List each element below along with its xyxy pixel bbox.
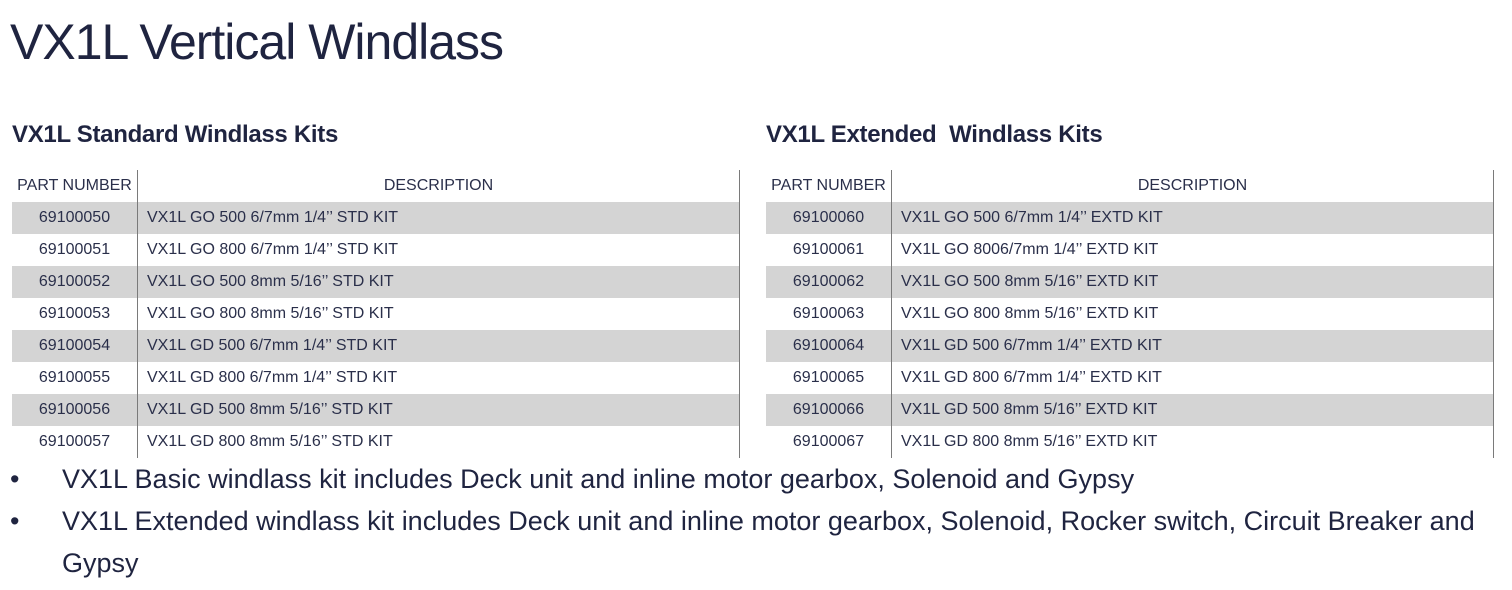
page-title: VX1L Vertical Windlass xyxy=(10,14,504,70)
description-cell: VX1L GD 800 8mm 5/16’’ EXTD KIT xyxy=(892,426,1494,458)
part-number-cell: 69100056 xyxy=(12,394,138,426)
description-cell: VX1L GO 8006/7mm 1/4’’ EXTD KIT xyxy=(892,234,1494,266)
table-row xyxy=(12,330,740,362)
standard-kits-section xyxy=(12,118,740,458)
note-text: VX1L Extended windlass kit includes Deck unit and inline motor gearbox, Solenoid, Rocker switch, Circuit Breaker and Gypsy xyxy=(62,506,1475,578)
part-number-cell: 69100051 xyxy=(12,234,138,266)
extended-kits-title: VX1L Extended Windlass Kits xyxy=(766,121,1103,148)
table-row xyxy=(766,330,1494,362)
part-number-cell: 69100060 xyxy=(766,202,892,234)
standard-kits-title: VX1L Standard Windlass Kits xyxy=(12,121,338,148)
table-row xyxy=(766,202,1494,234)
description-cell: VX1L GD 500 8mm 5/16’’ STD KIT xyxy=(138,394,740,426)
part-number-header: PART NUMBER xyxy=(12,170,138,202)
description-header: DESCRIPTION xyxy=(892,170,1494,202)
part-number-cell: 69100065 xyxy=(766,362,892,394)
part-number-cell: 69100057 xyxy=(12,426,138,458)
extended-kits-section xyxy=(766,118,1494,458)
table-row xyxy=(766,426,1494,458)
table-header-row xyxy=(766,170,1494,202)
table-row xyxy=(12,394,740,426)
description-cell: VX1L GO 500 8mm 5/16’’ STD KIT xyxy=(138,266,740,298)
description-cell: VX1L GO 800 6/7mm 1/4’’ STD KIT xyxy=(138,234,740,266)
part-number-cell: 69100061 xyxy=(766,234,892,266)
bullet-icon: • xyxy=(10,464,20,494)
part-number-cell: 69100067 xyxy=(766,426,892,458)
part-number-cell: 69100066 xyxy=(766,394,892,426)
part-number-cell: 69100053 xyxy=(12,298,138,330)
kit-notes-list xyxy=(10,458,1500,584)
part-number-cell: 69100054 xyxy=(12,330,138,362)
table-row xyxy=(766,266,1494,298)
description-cell: VX1L GD 500 6/7mm 1/4’’ EXTD KIT xyxy=(892,330,1494,362)
table-header-row xyxy=(12,170,740,202)
note-text: VX1L Basic windlass kit includes Deck unit and inline motor gearbox, Solenoid and Gypsy xyxy=(62,464,1135,494)
part-number-cell: 69100050 xyxy=(12,202,138,234)
description-cell: VX1L GD 800 6/7mm 1/4’’ STD KIT xyxy=(138,362,740,394)
table-row xyxy=(12,202,740,234)
table-row xyxy=(766,394,1494,426)
table-row xyxy=(12,298,740,330)
table-row xyxy=(12,362,740,394)
part-number-cell: 69100055 xyxy=(12,362,138,394)
list-item xyxy=(10,500,1500,584)
part-number-cell: 69100064 xyxy=(766,330,892,362)
extended-kits-table xyxy=(766,170,1494,458)
list-item xyxy=(10,458,1500,500)
description-cell: VX1L GO 500 6/7mm 1/4’’ EXTD KIT xyxy=(892,202,1494,234)
description-cell: VX1L GD 800 8mm 5/16’’ STD KIT xyxy=(138,426,740,458)
bullet-icon: • xyxy=(10,506,20,536)
table-row xyxy=(766,298,1494,330)
description-cell: VX1L GO 500 8mm 5/16’’ EXTD KIT xyxy=(892,266,1494,298)
part-number-header: PART NUMBER xyxy=(766,170,892,202)
description-cell: VX1L GO 800 8mm 5/16’’ EXTD KIT xyxy=(892,298,1494,330)
table-row xyxy=(12,426,740,458)
table-row xyxy=(12,234,740,266)
description-cell: VX1L GD 500 6/7mm 1/4’’ STD KIT xyxy=(138,330,740,362)
description-cell: VX1L GD 500 8mm 5/16’’ EXTD KIT xyxy=(892,394,1494,426)
description-cell: VX1L GO 500 6/7mm 1/4’’ STD KIT xyxy=(138,202,740,234)
description-header: DESCRIPTION xyxy=(138,170,740,202)
standard-kits-table xyxy=(12,170,740,458)
part-number-cell: 69100063 xyxy=(766,298,892,330)
table-row xyxy=(766,234,1494,266)
table-row xyxy=(12,266,740,298)
part-number-cell: 69100052 xyxy=(12,266,138,298)
description-cell: VX1L GD 800 6/7mm 1/4’’ EXTD KIT xyxy=(892,362,1494,394)
part-number-cell: 69100062 xyxy=(766,266,892,298)
description-cell: VX1L GO 800 8mm 5/16’’ STD KIT xyxy=(138,298,740,330)
table-row xyxy=(766,362,1494,394)
